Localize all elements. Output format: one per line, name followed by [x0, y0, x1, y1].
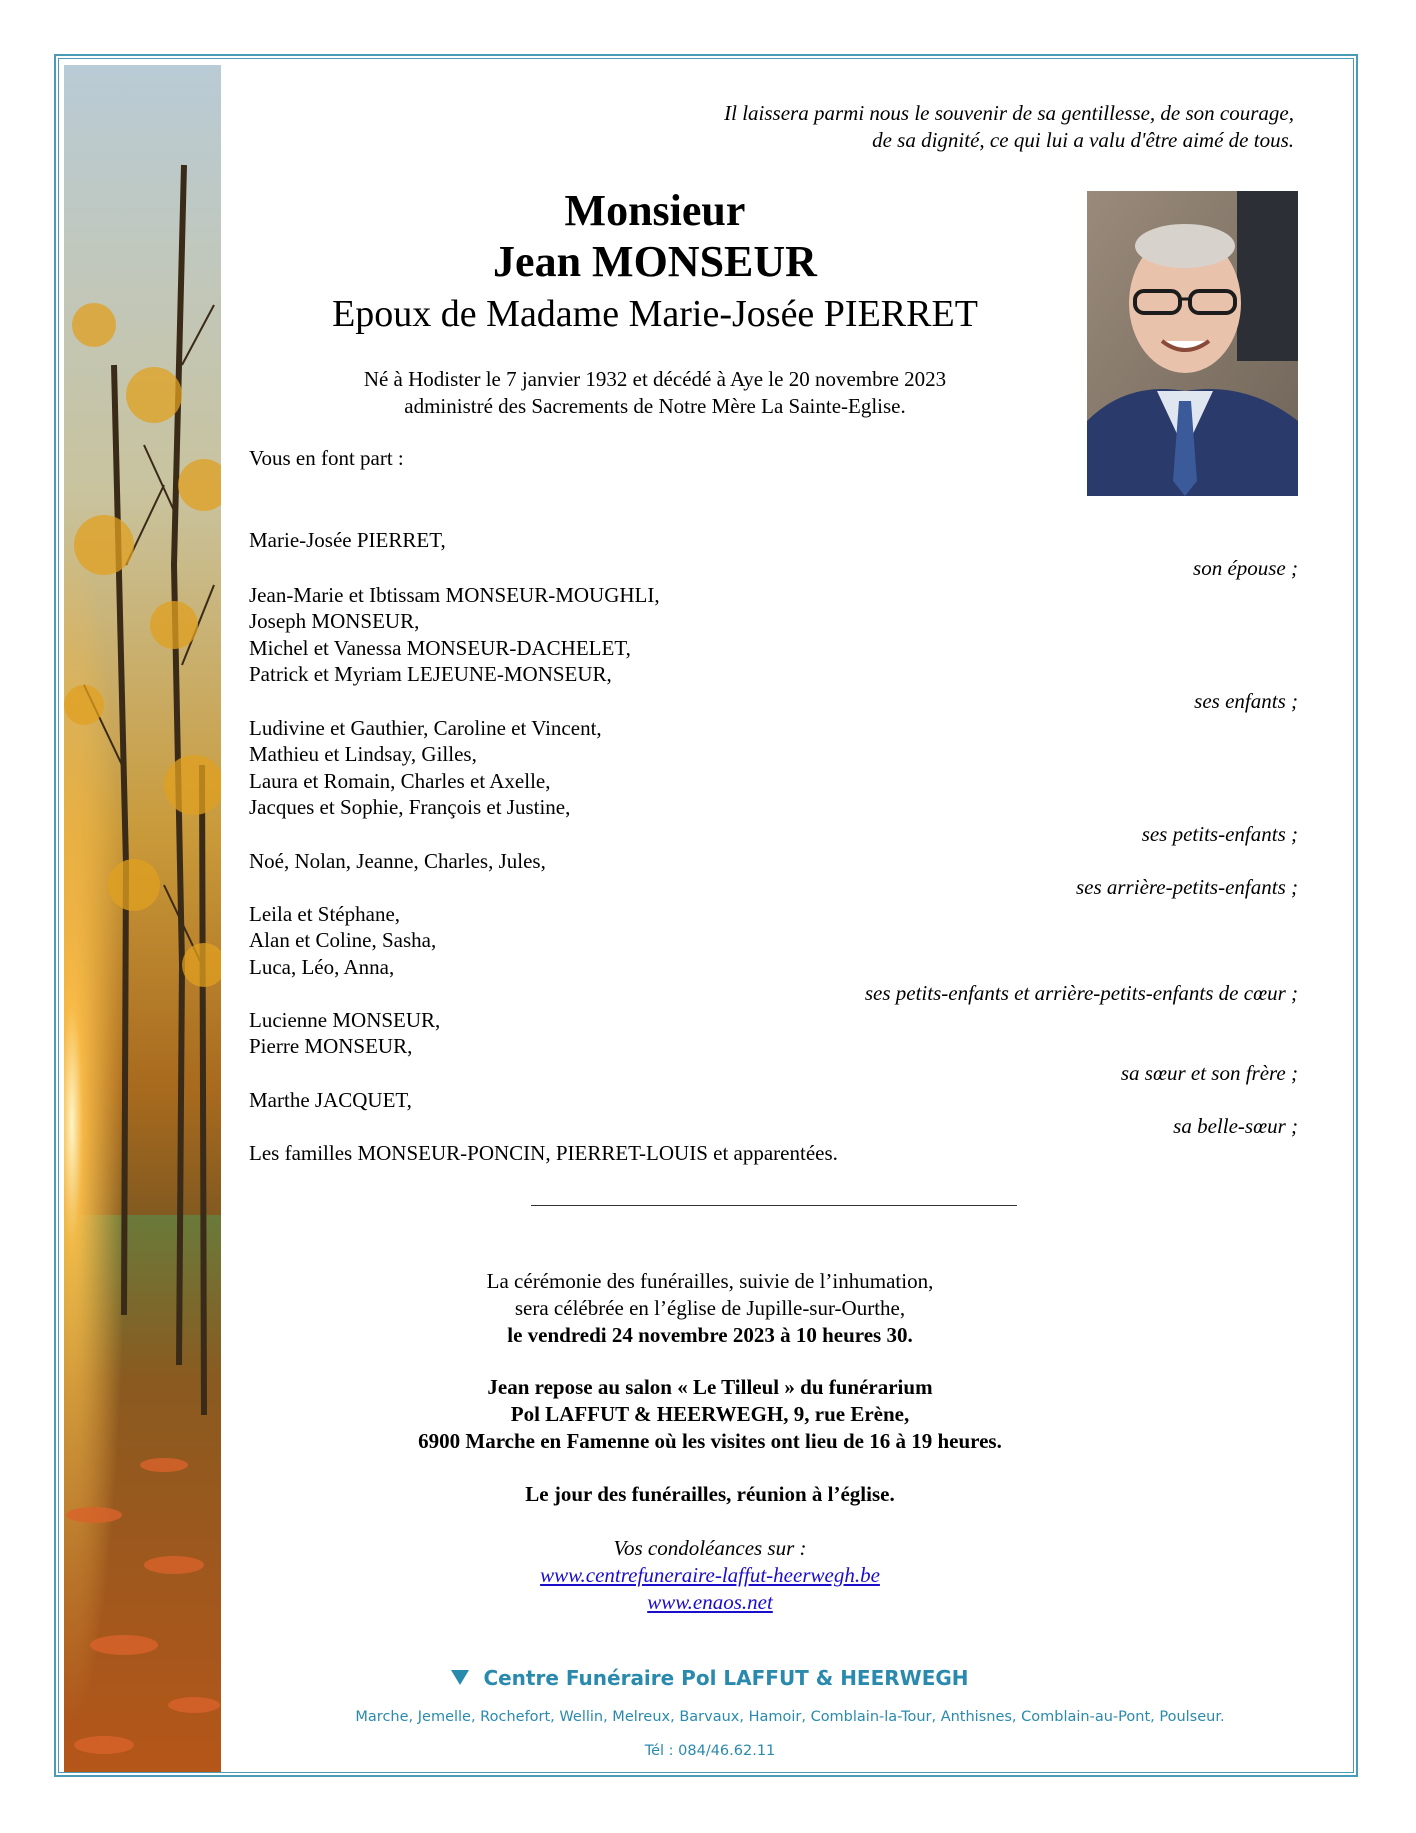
- relation-label: ses petits-enfants ;: [1141, 822, 1298, 846]
- relation-label: son épouse ;: [1193, 556, 1298, 580]
- family-line: Marthe JACQUET,: [249, 1088, 412, 1112]
- family-line: Jacques et Sophie, François et Justine,: [249, 795, 571, 819]
- birth-death-info: [250, 366, 1060, 420]
- enaos-link[interactable]: www.enaos.net: [647, 1590, 773, 1614]
- family-line: Joseph MONSEUR,: [249, 609, 420, 633]
- family-line: Leila et Stéphane,: [249, 902, 401, 926]
- family-line: Luca, Léo, Anna,: [249, 955, 395, 979]
- relation-label: ses arrière-petits-enfants ;: [1075, 875, 1298, 899]
- family-line: Patrick et Myriam LEJEUNE-MONSEUR,: [249, 662, 612, 686]
- phone-number: Tél : 084/46.62.11: [644, 1743, 776, 1759]
- family-line: Alan et Coline, Sasha,: [249, 928, 437, 952]
- family-line: Mathieu et Lindsay, Gilles,: [249, 742, 477, 766]
- meeting-info: Le jour des funérailles, réunion à l’église.: [525, 1482, 895, 1506]
- family-line: Marie-Josée PIERRET,: [249, 528, 446, 552]
- ceremony-line: sera célébrée en l’église de Jupille-sur-Ourthe,: [514, 1296, 906, 1320]
- announcement-text: Vous en font part :: [249, 446, 404, 470]
- family-line: Michel et Vanessa MONSEUR-DACHELET,: [249, 636, 631, 660]
- portrait-photo: [1087, 191, 1298, 496]
- funeral-home-name: [300, 1664, 1120, 1692]
- ceremony-info: [300, 1268, 1120, 1349]
- family-line: Lucienne MONSEUR,: [249, 1008, 441, 1032]
- autumn-forest-image: [64, 65, 221, 1772]
- triangle-down-icon: [451, 1670, 469, 1685]
- separator-line: [531, 1205, 1017, 1206]
- family-line: Jean-Marie et Ibtissam MONSEUR-MOUGHLI,: [249, 583, 660, 607]
- towns-list: Marche, Jemelle, Rochefort, Wellin, Melreux, Barvaux, Hamoir, Comblain-la-Tour, Anthisnes, Comblain-au-Pont, Poulseur.: [355, 1709, 1225, 1725]
- epigraph-line: Il laissera parmi nous le souvenir de sa gentillesse, de son courage,: [724, 101, 1294, 125]
- visitation-line: 6900 Marche en Famenne où les visites ont lieu de 16 à 19 heures.: [418, 1429, 1002, 1453]
- relation-label: ses enfants ;: [1194, 689, 1298, 713]
- funeral-home-label: Centre Funéraire Pol LAFFUT & HEERWEGH: [483, 1666, 969, 1690]
- deceased-name: Jean MONSEUR: [493, 237, 817, 286]
- family-line: Laura et Romain, Charles et Axelle,: [249, 769, 551, 793]
- visitation-line: Pol LAFFUT & HEERWEGH, 9, rue Erène,: [510, 1402, 910, 1426]
- epigraph-quote: [494, 100, 1294, 154]
- epigraph-line: de sa dignité, ce qui lui a valu d'être aimé de tous.: [872, 128, 1294, 152]
- relation-label: sa sœur et son frère ;: [1120, 1061, 1298, 1085]
- relation-label: sa belle-sœur ;: [1173, 1114, 1298, 1138]
- family-line: Pierre MONSEUR,: [249, 1034, 413, 1058]
- sacrament-line: administré des Sacrements de Notre Mère La Sainte-Eglise.: [404, 394, 906, 418]
- condolences-label: Vos condoléances sur :: [613, 1536, 807, 1560]
- civility-title: Monsieur: [564, 186, 746, 235]
- funeral-home-link[interactable]: www.centrefuneraire-laffut-heerwegh.be: [540, 1563, 880, 1587]
- visitation-info: [300, 1374, 1120, 1455]
- family-line: Ludivine et Gauthier, Caroline et Vincent,: [249, 716, 602, 740]
- relation-label: ses petits-enfants et arrière-petits-enfants de cœur ;: [864, 981, 1298, 1005]
- spouse-subtitle: Epoux de Madame Marie-Josée PIERRET: [332, 293, 978, 335]
- family-line: Les familles MONSEUR-PONCIN, PIERRET-LOUIS et apparentées.: [249, 1141, 838, 1165]
- birth-death-line: Né à Hodister le 7 janvier 1932 et décédé à Aye le 20 novembre 2023: [363, 367, 947, 391]
- ceremony-line: La cérémonie des funérailles, suivie de l’inhumation,: [486, 1269, 934, 1293]
- ceremony-date: le vendredi 24 novembre 2023 à 10 heures 30.: [507, 1323, 913, 1347]
- family-line: Noé, Nolan, Jeanne, Charles, Jules,: [249, 849, 546, 873]
- visitation-line: Jean repose au salon « Le Tilleul » du funérarium: [487, 1375, 933, 1399]
- condolences-block: [300, 1535, 1120, 1616]
